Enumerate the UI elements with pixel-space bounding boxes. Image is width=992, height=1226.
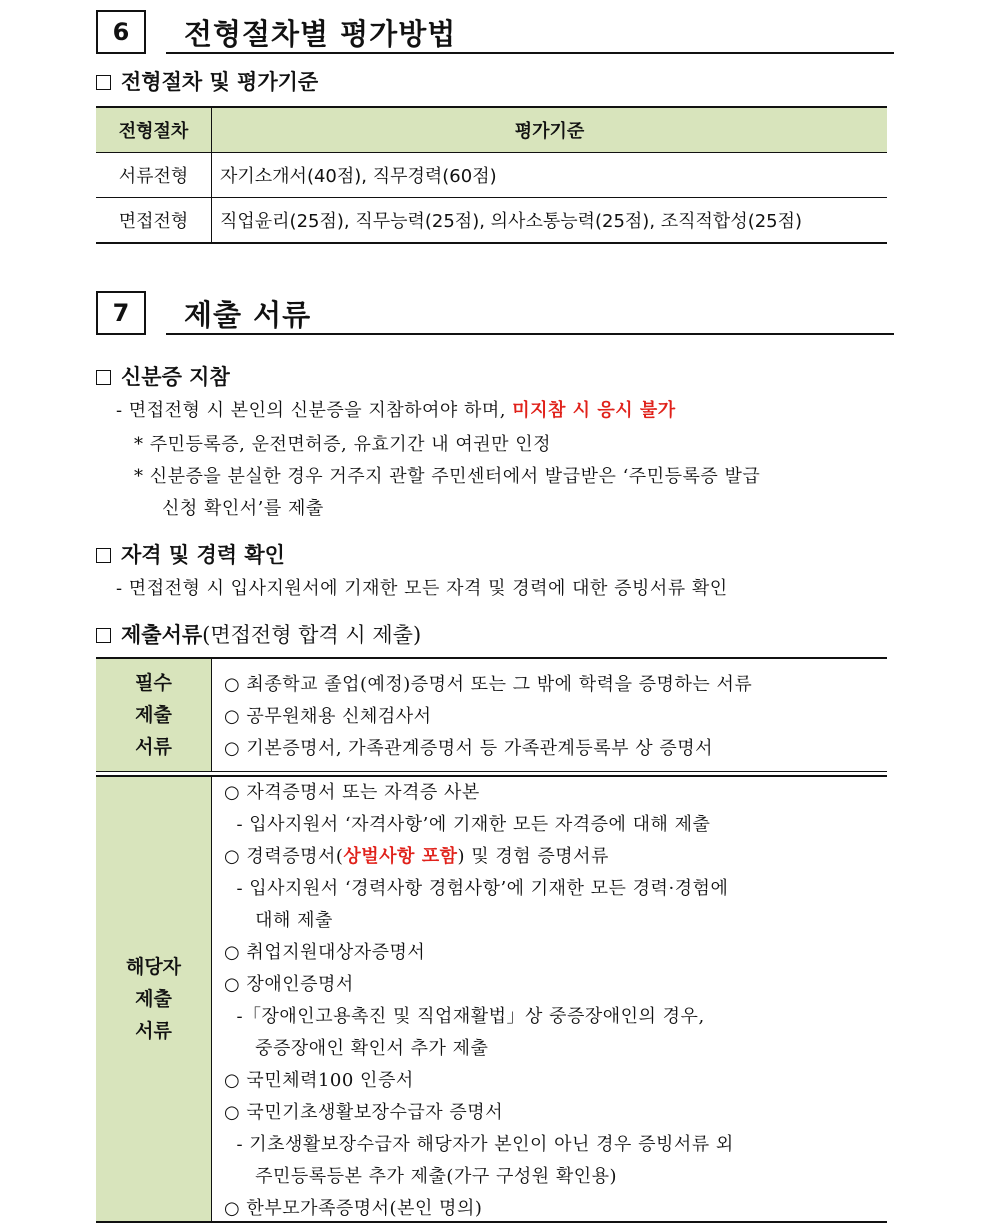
label-text: 제출 [135,704,172,726]
section-6-header [96,10,894,56]
row-body [212,777,887,1225]
header-cell: 평가기준 [212,107,888,153]
id-card-note: * 주민등록증, 운전면허증, 유효기간 내 여권만 인정 [134,434,552,455]
qualification-line: - 면접전형 시 입사지원서에 기재한 모든 자격 및 경력에 대한 증빙서류 확인 [116,578,728,599]
table-cell: 자기소개서(40점), 직무경력(60점) [212,153,888,198]
list-item: - 입사지원서 ‘경력사항 경험사항’에 기재한 모든 경력·경험에 [224,878,729,899]
list-item: ○ 최종학교 졸업(예정)증명서 또는 그 밖에 학력을 증명하는 서류 [224,674,753,695]
list-item: -「장애인고용촉진 및 직업재활법」상 중증장애인의 경우, [224,1006,705,1027]
list-item: ○ 기본증명서, 가족관계증명서 등 가족관계등록부 상 증명서 [224,738,714,759]
subheading-text: 신분증 지참 [121,365,230,389]
section-7-header [96,291,894,337]
table-cell: 서류전형 [96,153,212,198]
subheading-text: 전형절차 및 평가기준 [121,70,319,94]
subheading-text: 자격 및 경력 확인 [121,543,285,567]
table-row [96,153,887,198]
table-header-row [96,107,887,153]
list-item: ○ 자격증명서 또는 자격증 사본 [224,782,480,803]
label-text: 서류 [135,1020,172,1042]
list-item: ○ 공무원채용 신체검사서 [224,706,432,727]
table-cell: 직업윤리(25점), 직무능력(25점), 의사소통능력(25점), 조직적합성(25점) [212,198,888,244]
section-title: 전형절차별 평가방법 [184,17,457,51]
list-item: 중증장애인 확인서 추가 제출 [224,1038,489,1059]
id-card-note: * 신분증을 분실한 경우 거주지 관할 주민센터에서 발급받은 ‘주민등록증 발급 [134,466,761,487]
header-cell: 전형절차 [96,107,212,153]
required-row [96,657,887,771]
subheading-docs [96,619,421,649]
documents-table [96,657,887,1223]
table-cell: 면접전형 [96,198,212,244]
checkbox-square-icon [96,370,111,385]
subheading-qualification [96,539,285,569]
id-card-line [116,396,676,422]
label-text: 서류 [135,736,172,758]
list-item: - 입사지원서 ‘자격사항’에 기재한 모든 자격증에 대해 제출 [224,814,711,835]
list-item: ○ 국민체력100 인증서 [224,1070,414,1091]
divider [166,52,894,54]
subheading-text: 제출서류 [121,623,203,647]
table-row [96,198,887,244]
subheading-criteria [96,66,318,96]
row-label [96,777,212,1221]
applicable-row [96,777,887,1223]
warning-text: 상벌사항 포함 [343,846,458,867]
row-body [212,659,887,765]
warning-text: 미지참 시 응시 불가 [512,400,676,421]
id-card-note: 신청 확인서’를 제출 [162,498,324,519]
label-text: 필수 [135,672,172,694]
subheading-note: (면접전형 합격 시 제출) [202,623,422,647]
item-text: ○ 경력증명서( [224,846,344,867]
checkbox-square-icon [96,75,111,90]
section-title: 제출 서류 [184,298,312,332]
list-item: ○ 취업지원대상자증명서 [224,942,426,963]
list-item: 주민등록등본 추가 제출(가구 구성원 확인용) [224,1166,618,1187]
list-item: ○ 한부모가족증명서(본인 명의) [224,1198,483,1219]
divider [166,333,894,335]
evaluation-table [96,106,887,244]
label-text: 제출 [135,988,172,1010]
section-number: 6 [96,10,146,54]
item-text: ) 및 경험 증명서류 [457,846,609,867]
list-item: - 기초생활보장수급자 해당자가 본인이 아닌 경우 증빙서류 외 [224,1134,734,1155]
list-item: ○ 국민기초생활보장수급자 증명서 [224,1102,504,1123]
label-text: 해당자 [125,956,182,978]
section-number: 7 [96,291,146,335]
list-item [224,841,887,873]
list-item: 대해 제출 [224,910,333,931]
checkbox-square-icon [96,628,111,643]
checkbox-square-icon [96,548,111,563]
body-text: - 면접전형 시 본인의 신분증을 지참하여야 하며, [116,400,507,421]
row-label [96,659,212,771]
subheading-id-card [96,361,230,391]
list-item: ○ 장애인증명서 [224,974,354,995]
